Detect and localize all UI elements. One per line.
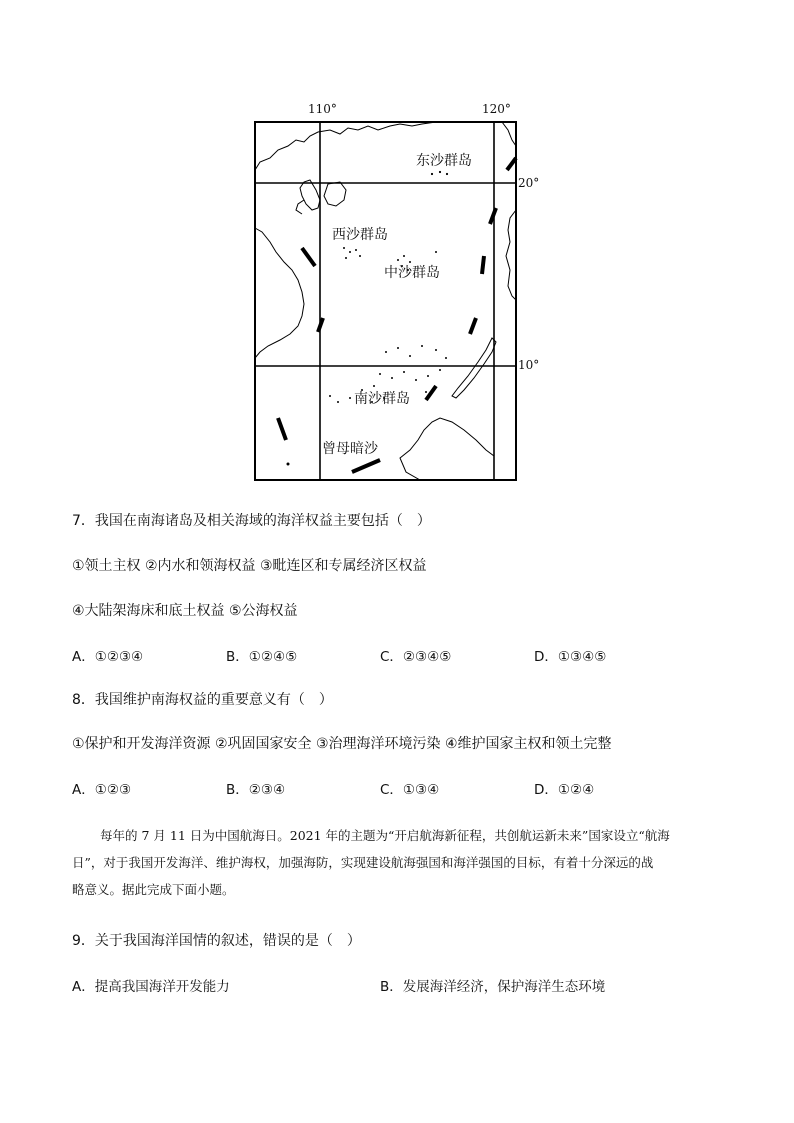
palawan-island (452, 338, 496, 398)
question-8-option-a[interactable]: A．①②③ (72, 782, 132, 798)
question-8-items-1: ①保护和开发海洋资源 ②巩固国家安全 ③治理海洋环境污染 ④维护国家主权和领土完整 (72, 736, 612, 752)
hainan-island (324, 182, 346, 206)
label-dongsha: 东沙群岛 (416, 153, 472, 169)
label-zengmu: 曾母暗沙 (322, 441, 378, 457)
map-graphic (240, 100, 530, 490)
question-7-option-a[interactable]: A．①②③④ (72, 649, 144, 665)
question-9-option-a[interactable]: A．提高我国海洋开发能力 (72, 979, 230, 995)
taiwan-coast (502, 122, 516, 146)
question-9-option-b[interactable]: B．发展海洋经济，保护海洋生态环境 (380, 979, 606, 995)
lon-label-110: 110° (308, 102, 337, 116)
question-8-option-b[interactable]: B．②③④ (226, 782, 286, 798)
label-nansha: 南沙群岛 (354, 391, 410, 407)
lat-label-20: 20° (518, 176, 540, 190)
question-7-items-2: ④大陆架海床和底土权益 ⑤公海权益 (72, 603, 298, 619)
question-8-option-d[interactable]: D．①②④ (534, 782, 595, 798)
label-xisha: 西沙群岛 (332, 227, 388, 243)
question-7-option-c[interactable]: C．②③④⑤ (380, 649, 452, 665)
borneo-coast (400, 418, 494, 480)
question-7-title: 7．我国在南海诸岛及相关海域的海洋权益主要包括（ ） (72, 513, 431, 529)
luzon-coast (506, 210, 516, 300)
reading-passage (72, 822, 732, 903)
question-9-title: 9．关于我国海洋国情的叙述，错误的是（ ） (72, 933, 361, 949)
indochina-coastline (255, 228, 304, 358)
question-8-title: 8．我国维护南海权益的重要意义有（ ） (72, 692, 333, 708)
lon-label-120: 120° (482, 102, 511, 116)
passage-line-3: 略意义。据此完成下面小题。 (72, 882, 235, 897)
question-7-items-1: ①领土主权 ②内水和领海权益 ③毗连区和专属经济区权益 (72, 558, 427, 574)
south-china-sea-map (240, 100, 540, 490)
label-zhongsha: 中沙群岛 (384, 265, 440, 281)
passage-line-1: 每年的 7 月 11 日为中国航海日。2021 年的主题为“开启航海新征程，共创航运新未来”国家设立“航海 (100, 828, 670, 843)
map-frame (255, 122, 516, 480)
lat-label-10: 10° (518, 358, 540, 372)
leizhou-peninsula (300, 180, 320, 210)
island-dots (287, 171, 449, 466)
question-7-option-b[interactable]: B．①②④⑤ (226, 649, 298, 665)
nine-dash-line (278, 158, 516, 472)
china-coastline (255, 122, 436, 170)
question-8-option-c[interactable]: C．①③④ (380, 782, 440, 798)
question-7-option-d[interactable]: D．①③④⑤ (534, 649, 607, 665)
passage-line-2: 日”，对于我国开发海洋、维护海权，加强海防，实现建设航海强国和海洋强国的目标，有着十分深远的战 (72, 855, 654, 870)
